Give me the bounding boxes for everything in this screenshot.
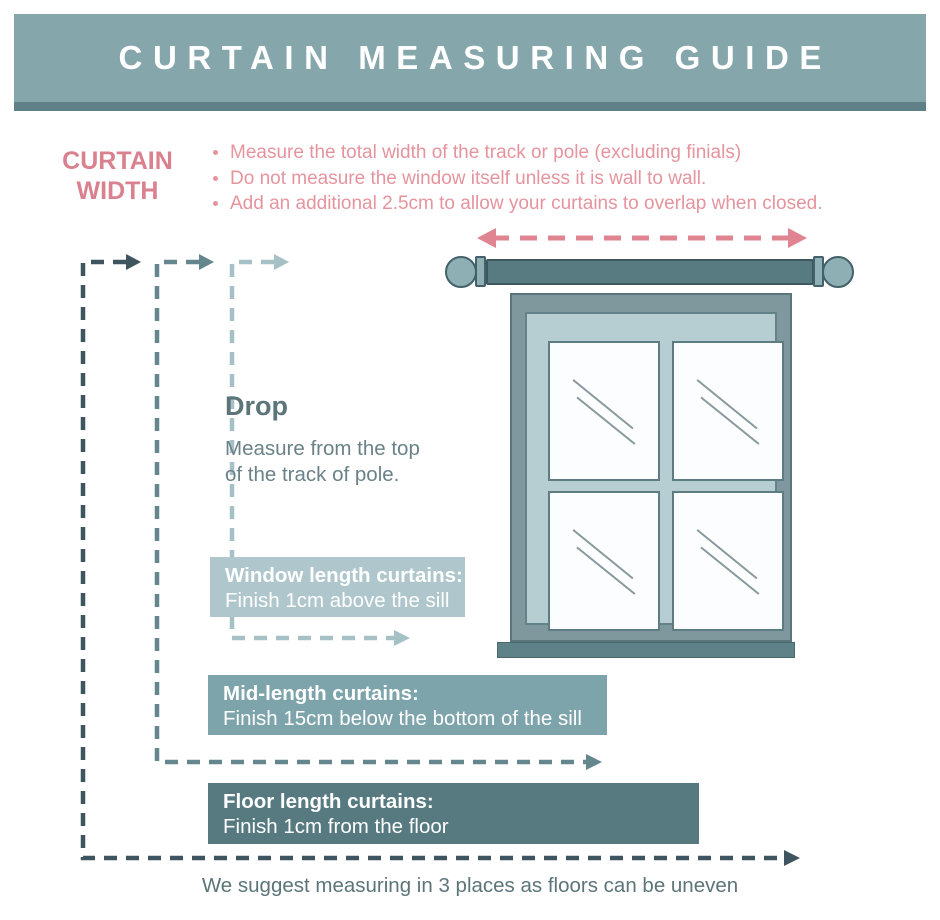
pole-cap-right [813,256,824,287]
page-title: CURTAIN MEASURING GUIDE [118,39,832,76]
width-bullet-item: • Measure the total width of the track or pole (excluding finials) [230,140,940,166]
length-box-mid-title: Mid-length curtains: [223,682,419,705]
window-sill [497,642,795,658]
length-box-window-title: Window length curtains: [225,564,463,587]
window-pane-top-right [672,341,784,481]
width-bullet-item: • Add an additional 2.5cm to allow your curtains to overlap when closed. [230,191,940,217]
curtain-width-label-line1: CURTAIN [62,147,173,175]
footer-note: We suggest measuring in 3 places as floors can be uneven [201,874,739,897]
header-bar [14,14,926,111]
length-box-mid-detail: Finish 15cm below the bottom of the sill [223,707,582,730]
window-inner-frame [525,312,777,625]
drop-description-line1: Measure from the top [225,437,420,460]
curtain-width-label [55,146,180,206]
window-pane-bottom-right [672,491,784,631]
glass-reflection-icon [550,343,658,479]
curtain-pole [486,259,814,285]
glass-reflection-icon [550,493,658,629]
width-measure-arrow [477,228,807,248]
length-box-floor-detail: Finish 1cm from the floor [223,815,449,838]
window-frame [510,293,792,642]
length-box-floor [208,783,699,844]
length-box-window [210,557,465,617]
curtain-width-label-line2: WIDTH [76,177,159,205]
length-box-floor-title: Floor length curtains: [223,790,434,813]
glass-reflection-icon [674,493,782,629]
drop-description-line2: of the track of pole. [225,463,400,486]
width-bullet-list [200,140,940,217]
drop-description [225,436,420,488]
drop-heading: Drop [225,391,288,421]
pole-finial-right [822,256,854,288]
width-bullet-item: • Do not measure the window itself unless it is wall to wall. [230,166,940,192]
length-box-mid [208,675,607,735]
window-pane-top-left [548,341,660,481]
window-pane-bottom-left [548,491,660,631]
length-box-window-detail: Finish 1cm above the sill [225,589,450,612]
glass-reflection-icon [674,343,782,479]
pole-finial-left [445,256,477,288]
pole-cap-left [475,256,486,287]
